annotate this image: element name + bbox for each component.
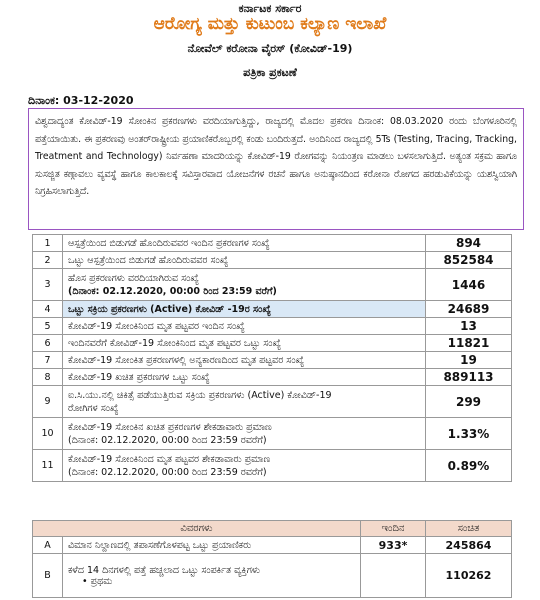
stats-row-value: 0.89% — [426, 450, 512, 482]
stats-row — [33, 369, 512, 386]
stats-row-label: ಒಟ್ಟು ಸಕ್ರಿಯ ಪ್ರಕರಣಗಳು (Active) ಕೋವಿಡ್ -19ರ ಸಂಖ್ಯೆ — [68, 303, 271, 315]
summary-row — [33, 554, 512, 598]
stats-row-number: 10 — [33, 418, 63, 450]
summary-row-cumulative: 110262 — [426, 554, 512, 598]
stats-row-number: 3 — [33, 269, 63, 301]
summary-header-details: ವಿವರಗಳು — [33, 521, 361, 537]
stats-row-description — [63, 301, 426, 318]
summary-row-description — [63, 554, 361, 598]
stats-row-number: 11 — [33, 450, 63, 482]
release-date: ದಿನಾಂಕ: 03-12-2020 — [28, 94, 134, 107]
stats-row-number: 4 — [33, 301, 63, 318]
stats-row-number: 8 — [33, 369, 63, 386]
summary-header-cumulative: ಸಂಚಿತ — [426, 521, 512, 537]
stats-row — [33, 269, 512, 301]
stats-row-value: 24689 — [426, 301, 512, 318]
stats-row-value: 299 — [426, 386, 512, 418]
stats-row-label: ಕೋವಿಡ್-19 ಸೋಂಕಿನಿಂದ ಮೃತ ಪಟ್ಟವರ ಶೇಕಡಾವಾರು ಪ್ರಮಾಣ — [68, 453, 271, 465]
stats-row-value: 1446 — [426, 269, 512, 301]
stats-row-label: ಒಟ್ಟು ಆಸ್ಪತ್ರೆಯಿಂದ ಬಿಡುಗಡೆ ಹೊಂದಿರುವವರ ಸಂಖ್ಯೆ — [68, 254, 229, 266]
stats-row-sublabel: (ದಿನಾಂಕ: 02.12.2020, 00:00 ರಿಂದ 23:59 ವರೆಗೆ) — [68, 285, 277, 297]
stats-row — [33, 335, 512, 352]
stats-row-value: 852584 — [426, 252, 512, 269]
stats-row — [33, 450, 512, 482]
stats-row-description — [63, 369, 426, 386]
stats-table — [32, 234, 512, 482]
stats-row — [33, 352, 512, 369]
stats-row-number: 7 — [33, 352, 63, 369]
summary-row-label: A — [33, 537, 63, 554]
stats-row-number: 9 — [33, 386, 63, 418]
stats-row-label: ಕೋವಿಡ್-19 ಸೋಂಕಿನ ಖಚಿತ ಪ್ರಕರಣಗಳ ಶೇಕಡಾವಾರು ಪ್ರಮಾಣ — [68, 421, 272, 433]
stats-row-description — [63, 335, 426, 352]
stats-row-sublabel: (ದಿನಾಂಕ: 02.12.2020, 00:00 ರಿಂದ 23:59 ರವರೆಗೆ) — [68, 434, 267, 446]
stats-row — [33, 418, 512, 450]
summary-row-cumulative: 245864 — [426, 537, 512, 554]
stats-row — [33, 386, 512, 418]
stats-row-description — [63, 235, 426, 252]
stats-row-label: ಆಸ್ಪತ್ರೆಯಿಂದ ಬಿಡುಗಡೆ ಹೊಂದಿರುವವರ ಇಂದಿನ ಪ್ರಕರಣಗಳ ಸಂಖ್ಯೆ — [68, 237, 270, 249]
stats-row-value: 19 — [426, 352, 512, 369]
summary-row-desc-text: ಕಳೆದ 14 ದಿನಗಳಲ್ಲಿ ಪತ್ತೆ ಹಚ್ಚಲಾದ ಒಟ್ಟು ಸಂಪರ್ಕಿತ ವ್ಯಕ್ತಿಗಳು — [68, 564, 261, 576]
stats-row-value: 1.33% — [426, 418, 512, 450]
stats-row-label: ಐ.ಸಿ.ಯು.ನಲ್ಲಿ ಚಿಕಿತ್ಸೆ ಪಡೆಯುತ್ತಿರುವ ಸಕ್ರಿಯ ಪ್ರಕರಣಗಳು (Active) ಕೋವಿಡ್-19 — [68, 389, 332, 401]
stats-row-description — [63, 386, 426, 418]
press-release-title: ಪತ್ರಿಕಾ ಪ್ರಕಟಣೆ — [243, 66, 297, 79]
stats-row-number: 1 — [33, 235, 63, 252]
summary-row-description — [63, 537, 361, 554]
stats-row — [33, 252, 512, 269]
stats-row-number: 6 — [33, 335, 63, 352]
stats-row-value: 894 — [426, 235, 512, 252]
stats-row-label: ಕೋವಿಡ್-19 ಖಚಿತ ಪ್ರಕರಣಗಳ ಒಟ್ಟು ಸಂಖ್ಯೆ — [68, 371, 210, 383]
summary-table — [32, 520, 512, 598]
stats-row-number: 2 — [33, 252, 63, 269]
stats-row-label: ಹೊಸ ಪ್ರಕರಣಗಳು ವರದಿಯಾಗಿರುವ ಸಂಖ್ಯೆ — [68, 272, 199, 284]
stats-row — [33, 235, 512, 252]
stats-row-sublabel: (ದಿನಾಂಕ: 02.12.2020, 00:00 ರಿಂದ 23:59 ರವರೆಗೆ) — [68, 466, 267, 478]
stats-row-description — [63, 318, 426, 335]
stats-row-description — [63, 252, 426, 269]
department-title: ಆರೋಗ್ಯ ಮತ್ತು ಕುಟುಂಬ ಕಲ್ಯಾಣ ಇಲಾಖೆ — [153, 14, 387, 34]
stats-row-value: 13 — [426, 318, 512, 335]
stats-row-description — [63, 269, 426, 301]
summary-row-today: 933* — [361, 537, 426, 554]
summary-header-row — [33, 521, 512, 537]
summary-row-subitem: • ಪ್ರಥಮ — [82, 575, 113, 587]
intro-paragraph: ವಿಶ್ವದಾದ್ಯಂತ ಕೋವಿಡ್-19 ಸೋಂಕಿನ ಪ್ರಕರಣಗಳು ವರದಿಯಾಗುತ್ತಿದ್ದು, ರಾಜ್ಯದಲ್ಲಿ ಮೊದಲ ಪ್ರಕರಣ ದಿನಾಂಕ: 08.03.2020 ರಂದು ಬೆಂಗಳೂರಿನಲ್ಲಿ ಪತ್ತೆಯಾಯಿತು. ಈ ಪ್ರಕರಣವು ಅಂತರ್‌ರಾಷ್ಟ್ರೀಯ ಪ್ರಯಾಣಿಕರೊಬ್ಬರಲ್ಲಿ ಕಂಡು ಬಂದಿರುತ್ತದೆ. ಅಂದಿನಿಂದ ರಾಜ್ಯದಲ್ಲಿ 5Ts (Testing, Tracing, Tracking, Treatment and Technology) ನಿರ್ವಹಣಾ ಮಾದರಿಯನ್ನು ಕೋವಿಡ್-19 ರೋಗವನ್ನು ನಿಯಂತ್ರಣ ಮಾಡಲು ಬಳಸಲಾಗುತ್ತಿದೆ. ಅತ್ಯಂತ ಸಕ್ರಮ ಹಾಗೂ ಸುಸಜ್ಜಿತ ಕಣ್ಗಾವಲು ವ್ಯವಸ್ಥೆ ಹಾಗೂ ಕಾಲಕಾಲಕ್ಕೆ ಸವಿಸ್ತಾರವಾದ ಯೋಜನೆಗಳ ರಚನೆ ಹಾಗೂ ಅನುಷ್ಠಾನದಿಂದ ಕರೋನಾ ರೋಗದ ಹರಡುವಿಕೆಯನ್ನು ಯಶಸ್ವಿಯಾಗಿ ನಿಗ್ರಹಿಸಲಾಗುತ್ತಿದೆ. — [28, 108, 524, 230]
stats-row-label: ಕೋವಿಡ್-19 ಸೋಂಕಿತ ಪ್ರಕರಣಗಳಲ್ಲಿ ಅನ್ಯಕಾರಣದಿಂದ ಮೃತ ಪಟ್ಟವರ ಸಂಖ್ಯೆ — [68, 354, 305, 366]
summary-row — [33, 537, 512, 554]
summary-row-today — [361, 554, 426, 598]
virus-title: ನೋವೆಲ್ ಕರೋನಾ ವೈರಸ್ (ಕೋವಿಡ್-19) — [187, 42, 353, 55]
stats-row-description — [63, 450, 426, 482]
stats-row-sublabel: ರೋಗಿಗಳ ಸಂಖ್ಯೆ — [68, 402, 119, 414]
stats-row-description — [63, 352, 426, 369]
summary-header-today: ಇಂದಿನ — [361, 521, 426, 537]
summary-row-desc-text: ವಿಮಾನ ನಿಲ್ದಾಣದಲ್ಲಿ ತಪಾಸಣೆಗೊಳಪಟ್ಟ ಒಟ್ಟು ಪ್ರಯಾಣಿಕರು — [68, 539, 252, 551]
stats-row — [33, 301, 512, 318]
summary-row-label: B — [33, 554, 63, 598]
stats-row-value: 889113 — [426, 369, 512, 386]
stats-row-value: 11821 — [426, 335, 512, 352]
stats-row-number: 5 — [33, 318, 63, 335]
stats-row-label: ಇಂದಿನವರೆಗೆ ಕೋವಿಡ್-19 ಸೋಂಕಿನಿಂದ ಮೃತ ಪಟ್ಟವರ ಒಟ್ಟು ಸಂಖ್ಯೆ — [68, 337, 282, 349]
stats-row — [33, 318, 512, 335]
government-title: ಕರ್ನಾಟಕ ಸರ್ಕಾರ — [238, 2, 302, 15]
stats-row-label: ಕೋವಿಡ್-19 ಸೋಂಕಿನಿಂದ ಮೃತ ಪಟ್ಟವರ ಇಂದಿನ ಸಂಖ್ಯೆ — [68, 320, 245, 332]
stats-row-description — [63, 418, 426, 450]
